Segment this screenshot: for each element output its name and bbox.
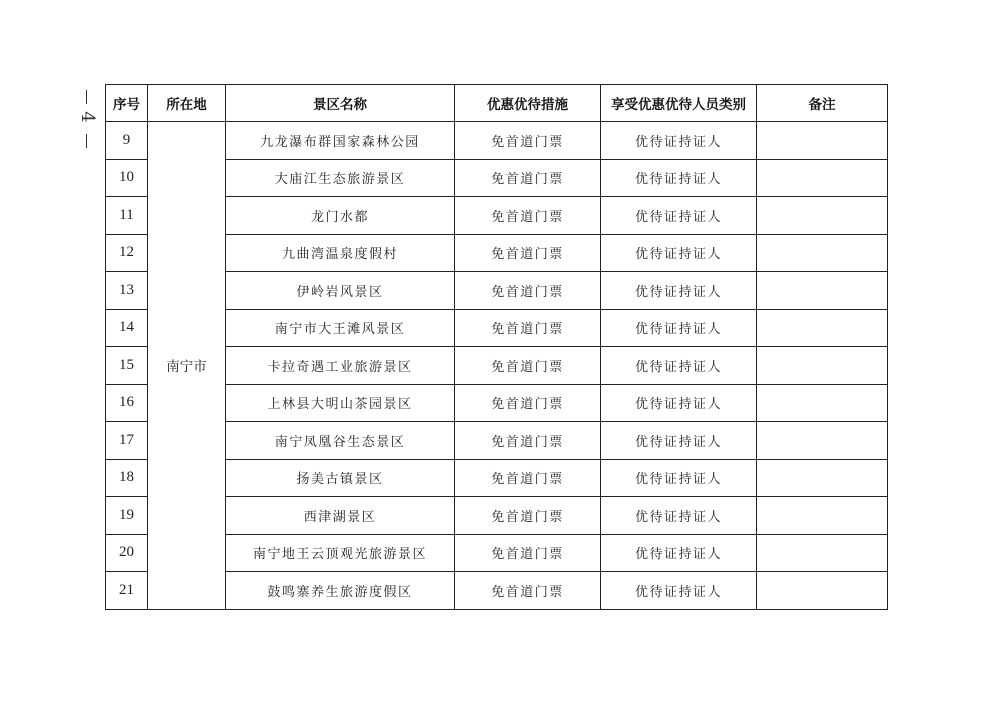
- table-header-row: [106, 85, 888, 122]
- cell-seq: 9: [106, 122, 148, 160]
- cell-category: 优待证持证人: [601, 309, 757, 347]
- cell-measure: 免首道门票: [455, 422, 601, 460]
- cell-category: 优待证持证人: [601, 234, 757, 272]
- cell-spot-name: 九曲湾温泉度假村: [226, 234, 455, 272]
- header-measure: 优惠优待措施: [455, 85, 601, 122]
- cell-category: 优待证持证人: [601, 347, 757, 385]
- cell-note: [757, 459, 888, 497]
- page-number-dash-bottom: [86, 134, 87, 148]
- cell-note: [757, 534, 888, 572]
- header-category: 享受优惠优待人员类别: [601, 85, 757, 122]
- cell-note: [757, 272, 888, 310]
- page-number-value: 4: [77, 111, 98, 123]
- cell-seq: 10: [106, 159, 148, 197]
- cell-measure: 免首道门票: [455, 459, 601, 497]
- cell-category: 优待证持证人: [601, 384, 757, 422]
- cell-spot-name: 上林县大明山茶园景区: [226, 384, 455, 422]
- cell-category: 优待证持证人: [601, 122, 757, 160]
- cell-seq: 18: [106, 459, 148, 497]
- page-number-dash-top: [86, 90, 87, 104]
- cell-measure: 免首道门票: [455, 272, 601, 310]
- cell-measure: 免首道门票: [455, 497, 601, 535]
- cell-note: [757, 309, 888, 347]
- cell-note: [757, 234, 888, 272]
- scenic-spot-table: [105, 84, 888, 610]
- cell-category: 优待证持证人: [601, 159, 757, 197]
- cell-seq: 11: [106, 197, 148, 235]
- cell-seq: 15: [106, 347, 148, 385]
- cell-category: 优待证持证人: [601, 572, 757, 610]
- cell-note: [757, 497, 888, 535]
- cell-measure: 免首道门票: [455, 384, 601, 422]
- cell-spot-name: 南宁凤凰谷生态景区: [226, 422, 455, 460]
- cell-note: [757, 422, 888, 460]
- header-seq: 序号: [106, 85, 148, 122]
- cell-category: 优待证持证人: [601, 497, 757, 535]
- cell-measure: 免首道门票: [455, 234, 601, 272]
- cell-spot-name: 扬美古镇景区: [226, 459, 455, 497]
- cell-category: 优待证持证人: [601, 272, 757, 310]
- cell-spot-name: 大庙江生态旅游景区: [226, 159, 455, 197]
- cell-note: [757, 384, 888, 422]
- cell-category: 优待证持证人: [601, 534, 757, 572]
- cell-measure: 免首道门票: [455, 347, 601, 385]
- cell-note: [757, 159, 888, 197]
- cell-note: [757, 347, 888, 385]
- cell-seq: 16: [106, 384, 148, 422]
- cell-seq: 12: [106, 234, 148, 272]
- cell-spot-name: 南宁市大王滩风景区: [226, 309, 455, 347]
- table-body: [106, 122, 888, 610]
- cell-measure: 免首道门票: [455, 159, 601, 197]
- cell-note: [757, 197, 888, 235]
- cell-measure: 免首道门票: [455, 572, 601, 610]
- cell-spot-name: 伊岭岩风景区: [226, 272, 455, 310]
- cell-category: 优待证持证人: [601, 422, 757, 460]
- header-location: 所在地: [148, 85, 226, 122]
- cell-seq: 21: [106, 572, 148, 610]
- cell-spot-name: 西津湖景区: [226, 497, 455, 535]
- cell-spot-name: 南宁地王云顶观光旅游景区: [226, 534, 455, 572]
- cell-seq: 13: [106, 272, 148, 310]
- cell-note: [757, 122, 888, 160]
- cell-seq: 20: [106, 534, 148, 572]
- header-note: 备注: [757, 85, 888, 122]
- cell-measure: 免首道门票: [455, 309, 601, 347]
- cell-seq: 17: [106, 422, 148, 460]
- cell-spot-name: 鼓鸣寨养生旅游度假区: [226, 572, 455, 610]
- cell-measure: 免首道门票: [455, 197, 601, 235]
- table-row: [106, 122, 888, 160]
- header-spot: 景区名称: [226, 85, 455, 122]
- cell-location-merged: 南宁市: [148, 122, 226, 610]
- cell-spot-name: 卡拉奇遇工业旅游景区: [226, 347, 455, 385]
- cell-measure: 免首道门票: [455, 122, 601, 160]
- cell-spot-name: 九龙瀑布群国家森林公园: [226, 122, 455, 160]
- cell-category: 优待证持证人: [601, 197, 757, 235]
- cell-seq: 14: [106, 309, 148, 347]
- page-number: [72, 84, 100, 154]
- cell-category: 优待证持证人: [601, 459, 757, 497]
- cell-seq: 19: [106, 497, 148, 535]
- cell-spot-name: 龙门水都: [226, 197, 455, 235]
- cell-measure: 免首道门票: [455, 534, 601, 572]
- cell-note: [757, 572, 888, 610]
